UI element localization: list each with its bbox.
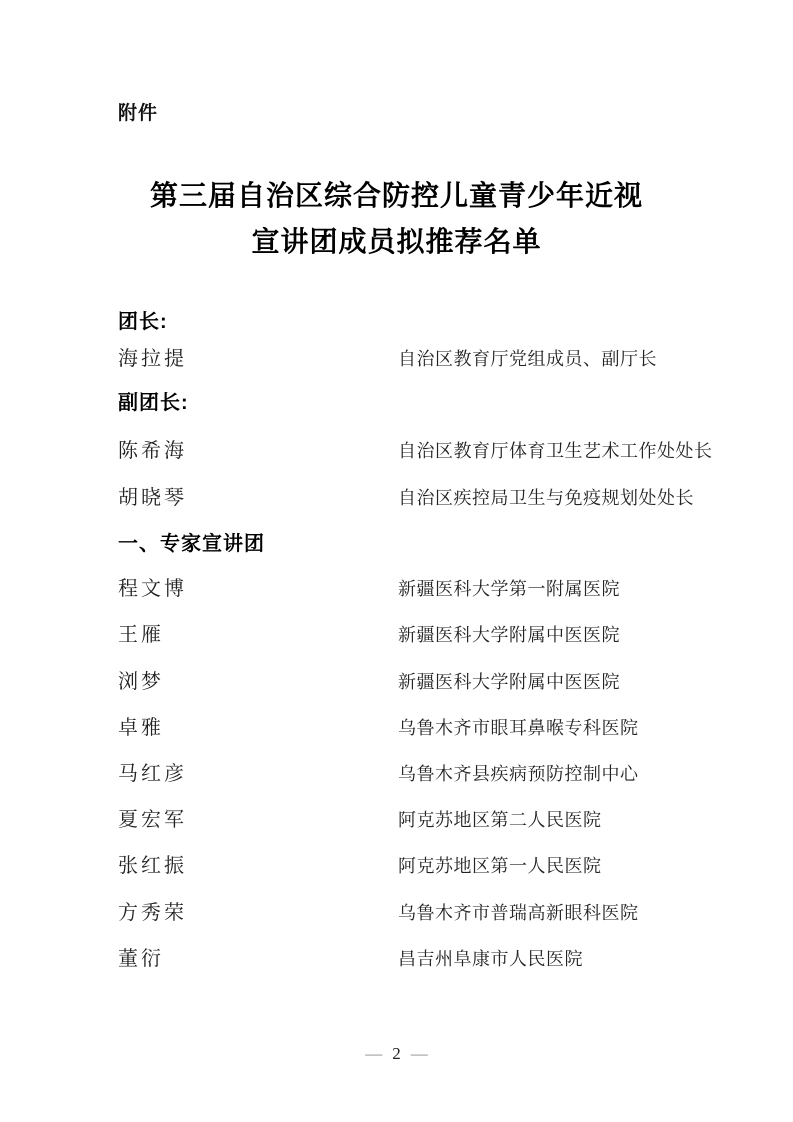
member-name: 王雁 — [118, 624, 164, 646]
member-organization: 乌鲁木齐市眼耳鼻喉专科医院 — [398, 718, 639, 738]
heading-deputy-leaders: 副团长: — [118, 392, 189, 414]
member-name: 海拉提 — [118, 348, 187, 370]
member-organization: 自治区疾控局卫生与免疫规划处处长 — [398, 488, 694, 508]
member-organization: 乌鲁木齐县疾病预防控制中心 — [398, 764, 639, 784]
member-name: 浏梦 — [118, 671, 164, 693]
member-row-expert — [118, 671, 738, 695]
member-row-expert — [118, 763, 738, 787]
page-footer — [0, 1044, 793, 1063]
member-organization: 昌吉州阜康市人民医院 — [398, 949, 583, 969]
member-organization: 乌鲁木齐市普瑞高新眼科医院 — [398, 903, 639, 923]
footer-right-dash: — — [410, 1044, 428, 1063]
member-row-deputy — [118, 487, 738, 511]
attachment-label: 附件 — [118, 103, 159, 124]
member-organization: 新疆医科大学附属中医医院 — [398, 625, 620, 645]
member-row-expert — [118, 578, 738, 602]
member-name: 卓雅 — [118, 717, 164, 739]
member-name: 程文博 — [118, 578, 187, 600]
document-title-line1: 第三届自治区综合防控儿童青少年近视 — [149, 181, 643, 212]
member-row-expert — [118, 855, 738, 879]
member-name: 胡晓琴 — [118, 487, 187, 509]
member-row-expert — [118, 624, 738, 648]
heading-leader: 团长: — [118, 311, 168, 333]
member-row-deputy — [118, 440, 738, 464]
member-name: 马红彦 — [118, 763, 187, 785]
member-name: 董衍 — [118, 948, 164, 970]
member-row-expert — [118, 809, 738, 833]
page-number: 2 — [392, 1044, 401, 1063]
member-organization: 自治区教育厅体育卫生艺术工作处处长 — [398, 441, 713, 461]
member-organization: 阿克苏地区第二人民医院 — [398, 810, 602, 830]
member-row-expert — [118, 717, 738, 741]
member-organization: 阿克苏地区第一人民医院 — [398, 856, 602, 876]
footer-left-dash: — — [365, 1044, 383, 1063]
member-name: 张红振 — [118, 855, 187, 877]
member-organization: 新疆医科大学第一附属医院 — [398, 579, 620, 599]
member-organization: 自治区教育厅党组成员、副厅长 — [398, 349, 657, 369]
member-row-expert — [118, 902, 738, 926]
member-row-expert — [118, 948, 738, 972]
member-name: 夏宏军 — [118, 809, 187, 831]
document-title-line2: 宣讲团成员拟推荐名单 — [251, 227, 542, 258]
member-row-leader — [118, 348, 738, 372]
member-name: 方秀荣 — [118, 902, 187, 924]
member-organization: 新疆医科大学附属中医医院 — [398, 672, 620, 692]
heading-expert-team: 一、专家宣讲团 — [118, 533, 265, 555]
member-name: 陈希海 — [118, 440, 187, 462]
